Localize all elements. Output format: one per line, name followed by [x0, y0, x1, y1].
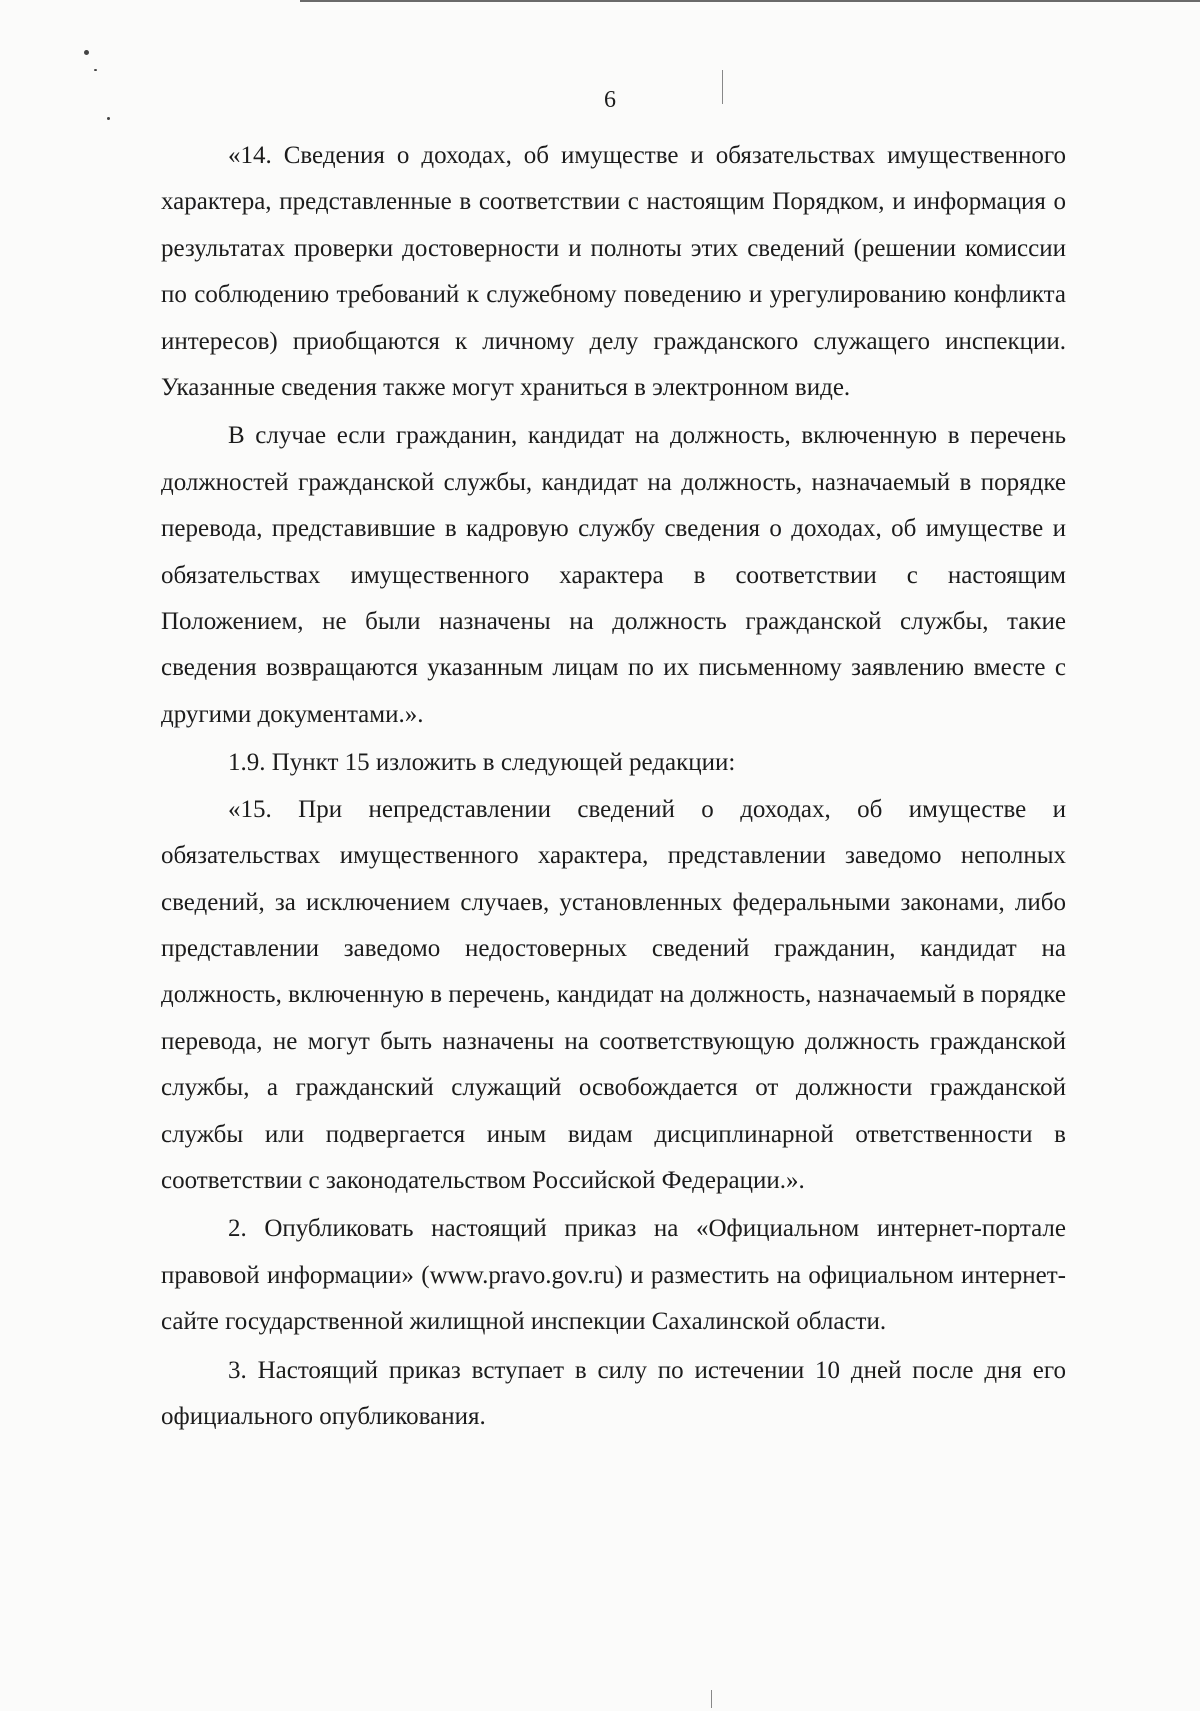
scan-speck	[84, 50, 89, 55]
paragraph-2-publish: 2. Опубликовать настоящий приказ на «Официальном интернет-портале правовой информации» (www.pravo.gov.ru) и разместить на официальном интернет-сайте государственной жилищной инспекции Сахалинской области.	[161, 1215, 1066, 1336]
document-body	[161, 133, 1066, 1440]
scan-speck	[94, 69, 97, 71]
paragraph-3-effective: 3. Настоящий приказ вступает в силу по истечении 10 дней после дня его официального опубликования.	[161, 1356, 1066, 1430]
scan-top-edge	[300, 0, 1200, 2]
paragraph-14: «14. Сведения о доходах, об имуществе и обязательствах имущественного характера, представленные в соответствии с настоящим Порядком, и информация о результатах проверки достоверности и полноты этих сведений (решении комиссии по соблюдению требований к служебному поведению и урегулированию конфликта интересов) приобщаются к личному делу гражданского служащего инспекции. Указанные сведения также могут храниться в электронном виде.	[161, 142, 1066, 402]
scan-mark	[722, 70, 723, 104]
paragraph-15: «15. При непредставлении сведений о доходах, об имуществе и обязательствах имущественного характера, представлении заведомо неполных сведений, за исключением случаев, установленных федеральными законами, либо представлении заведомо недостоверных сведений гражданин, кандидат на должность, включенную в перечень, кандидат на должность, назначаемый в порядке перевода, не могут быть назначены на соответствующую должность гражданской службы, а гражданский служащий освобождается от должности гражданской службы или подвергается иным видам дисциплинарной ответственности в соответствии с законодательством Российской Федерации.».	[161, 795, 1066, 1194]
paragraph-1-9: 1.9. Пункт 15 изложить в следующей редакции:	[228, 749, 736, 777]
paragraph-return-of-information: В случае если гражданин, кандидат на должность, включенную в перечень должностей гражданской службы, кандидат на должность, назначаемый в порядке перевода, представившие в кадровую службу сведения о доходах, об имуществе и обязательствах имущественного характера в соответствии с настоящим Положением, не были назначены на должность гражданской службы, такие сведения возвращаются указанным лицам по их письменному заявлению вместе с другими документами.».	[161, 422, 1066, 728]
page-number: 6	[604, 87, 616, 113]
scan-speck	[107, 117, 110, 120]
scan-mark	[711, 1690, 712, 1708]
